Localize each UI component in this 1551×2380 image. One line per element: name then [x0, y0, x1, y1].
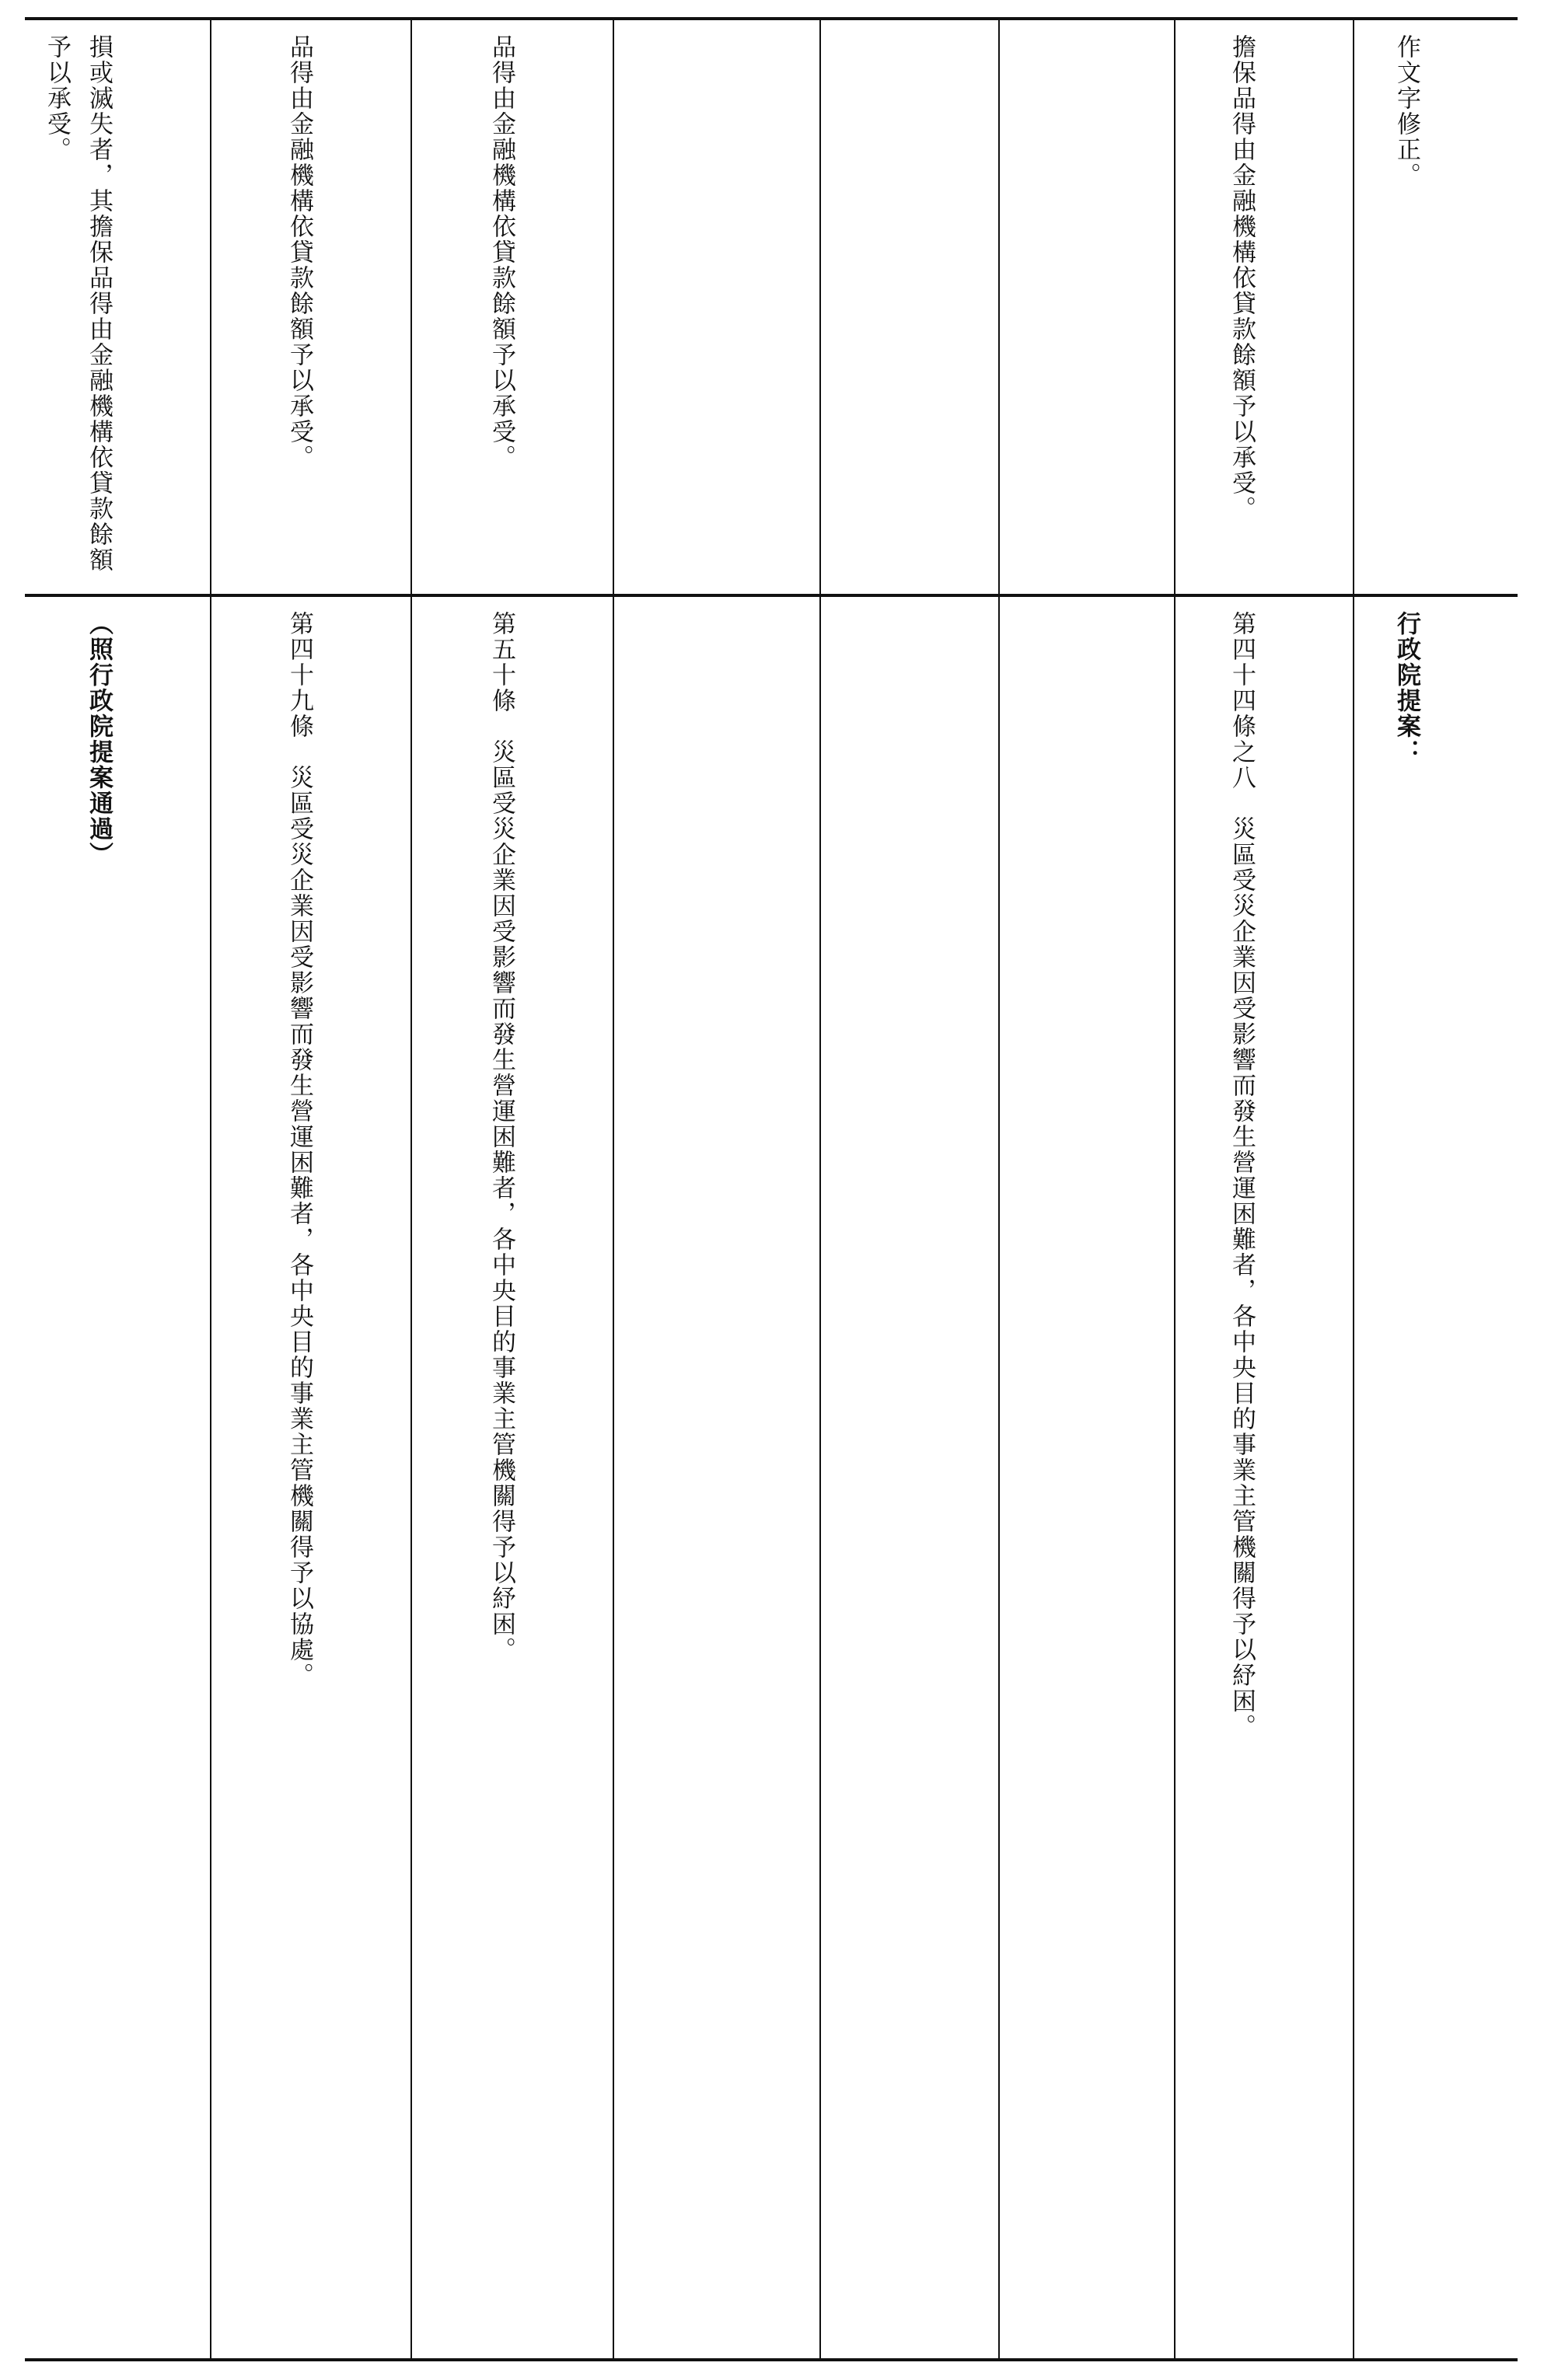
cell-line: 品得由金融機構依貸款餘額予以承受。 — [487, 34, 515, 470]
bottom-cell-note — [1354, 597, 1518, 2358]
top-cell-current — [1175, 20, 1353, 594]
cell-line: （照行政院提案通過） — [85, 611, 113, 867]
cell-line: 第四十四條之八 災區受災企業因受影響而發生營運困難者，各中央目的事業主管機關得予以紓困。 — [1228, 611, 1256, 1740]
comparison-table — [25, 17, 1518, 2361]
cell-line: 擔保品得由金融機構依貸款餘額予以承受。 — [1228, 34, 1256, 522]
bottom-cell-decision — [25, 597, 210, 2358]
top-cell-empty-4 — [821, 20, 998, 594]
bottom-cell-empty-4 — [821, 597, 998, 2358]
cell-line: 第四十九條 災區受災企業因受影響而發生營運困難者，各中央目的事業主管機關得予以協處。 — [285, 611, 313, 1688]
bottom-cell-proposal-7 — [211, 597, 410, 2358]
cell-line: 品得由金融機構依貸款餘額予以承受。 — [285, 34, 313, 470]
table-bottom-rule — [25, 2358, 1518, 2361]
top-cell-note — [1354, 20, 1518, 594]
bottom-cell-empty-3 — [1000, 597, 1174, 2358]
top-cell-proposal-7 — [211, 20, 410, 594]
bottom-cell-proposal-6 — [412, 597, 613, 2358]
cell-line: 損或滅失者，其擔保品得由金融機構依貸款餘額予以承受。 — [43, 34, 113, 573]
cell-line: 第五十條 災區受災企業因受影響而發生營運困難者，各中央目的事業主管機關得予以紓困。 — [487, 611, 515, 1663]
bottom-cell-empty-5 — [614, 597, 819, 2358]
top-cell-decision — [25, 20, 210, 594]
bottom-cell-current — [1175, 597, 1353, 2358]
top-cell-empty-5 — [614, 20, 819, 594]
cell-line: 行政院提案： — [1392, 611, 1420, 765]
cell-line: 作文字修正。 — [1392, 34, 1420, 188]
top-cell-proposal-6 — [412, 20, 613, 594]
top-cell-empty-3 — [1000, 20, 1174, 594]
